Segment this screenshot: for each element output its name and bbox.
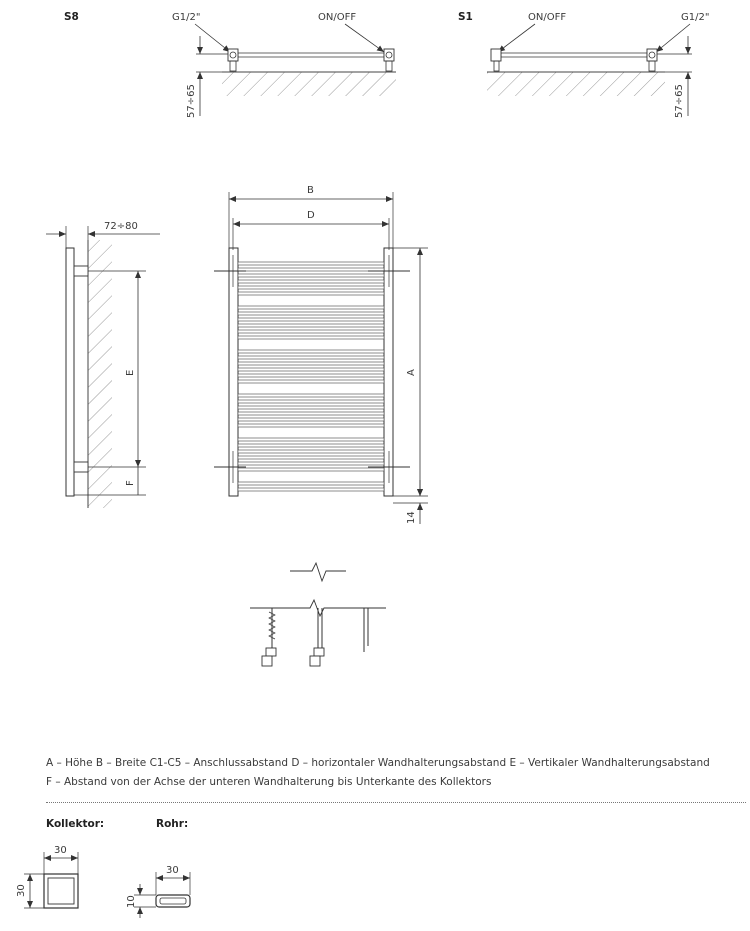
rung-26 (238, 444, 384, 447)
s1-title: S1 (458, 11, 473, 23)
front-rungs (238, 262, 384, 491)
rung-14 (238, 356, 384, 359)
collector-width-label: 30 (54, 845, 67, 856)
side-radiator-column (66, 248, 74, 496)
s8-wall (222, 72, 396, 96)
front-bottom-label: 14 (406, 511, 417, 524)
s8-supply-label: G1/2" (172, 12, 201, 23)
rung-6 (238, 292, 384, 295)
rung-29 (238, 462, 384, 465)
side-depth-label: 72÷80 (104, 221, 138, 232)
pipe-height-label: 10 (126, 895, 137, 908)
front-left-collector (229, 248, 238, 496)
rung-30 (238, 468, 384, 471)
front-b-label: B (307, 185, 314, 196)
rung-22 (238, 412, 384, 415)
side-view (46, 221, 160, 508)
rung-21 (238, 406, 384, 409)
s8-gap-label: 57÷65 (186, 84, 197, 118)
pipe-profile-title: Rohr: (156, 818, 189, 830)
rung-7 (238, 306, 384, 309)
s1-top-view (458, 11, 709, 118)
rung-3 (238, 274, 384, 277)
side-wall (88, 240, 112, 508)
rung-15 (238, 362, 384, 365)
pipe-profile (126, 865, 190, 918)
s8-valve-label: ON/OFF (318, 12, 357, 23)
collector-height-label: 30 (16, 884, 27, 897)
rung-32 (238, 488, 384, 491)
side-upper-bracket (74, 266, 88, 276)
rung-19 (238, 394, 384, 397)
rung-27 (238, 450, 384, 453)
rung-17 (238, 374, 384, 377)
front-right-collector (384, 248, 393, 496)
rung-8 (238, 312, 384, 315)
connection-detail (250, 563, 386, 666)
collector-profile (16, 845, 78, 908)
rung-28 (238, 456, 384, 459)
rung-1 (238, 262, 384, 265)
rung-16 (238, 368, 384, 371)
rung-12 (238, 336, 384, 339)
rung-11 (238, 330, 384, 333)
side-lower-bracket (74, 462, 88, 472)
s8-supply-connector (228, 49, 238, 61)
rung-25 (238, 438, 384, 441)
rung-18 (238, 380, 384, 383)
collector-profile-title: Kollektor: (46, 818, 105, 830)
front-a-label: A (406, 369, 417, 376)
rung-9 (238, 318, 384, 321)
rung-5 (238, 286, 384, 289)
rung-13 (238, 350, 384, 353)
rung-10 (238, 324, 384, 327)
s8-top-view (64, 11, 396, 118)
pipe-width-label: 30 (166, 865, 179, 876)
s8-valve (384, 49, 394, 61)
s1-valve (491, 49, 501, 61)
rung-2 (238, 268, 384, 271)
s1-supply-connector (647, 49, 657, 61)
side-e-label: E (125, 369, 136, 376)
rung-31 (238, 482, 384, 485)
s1-valve-label: ON/OFF (528, 12, 567, 23)
side-f-label: F (125, 480, 136, 486)
separator (46, 802, 746, 803)
s1-supply-label: G1/2" (681, 12, 710, 23)
legend-line-2: F – Abstand von der Achse der unteren Wandhalterung bis Unterkante des Kollektors (46, 776, 492, 788)
rung-20 (238, 400, 384, 403)
s1-wall (487, 72, 665, 96)
front-d-label: D (307, 210, 315, 221)
rung-23 (238, 418, 384, 421)
rung-24 (238, 424, 384, 427)
s8-title: S8 (64, 11, 79, 23)
front-view (214, 185, 428, 524)
legend-line-1: A – Höhe B – Breite C1-C5 – Anschlussabstand D – horizontaler Wandhalterungsabstand E – Vertikaler Wandhalterungsabstand (46, 757, 710, 769)
rung-4 (238, 280, 384, 283)
s1-gap-label: 57÷65 (674, 84, 685, 118)
